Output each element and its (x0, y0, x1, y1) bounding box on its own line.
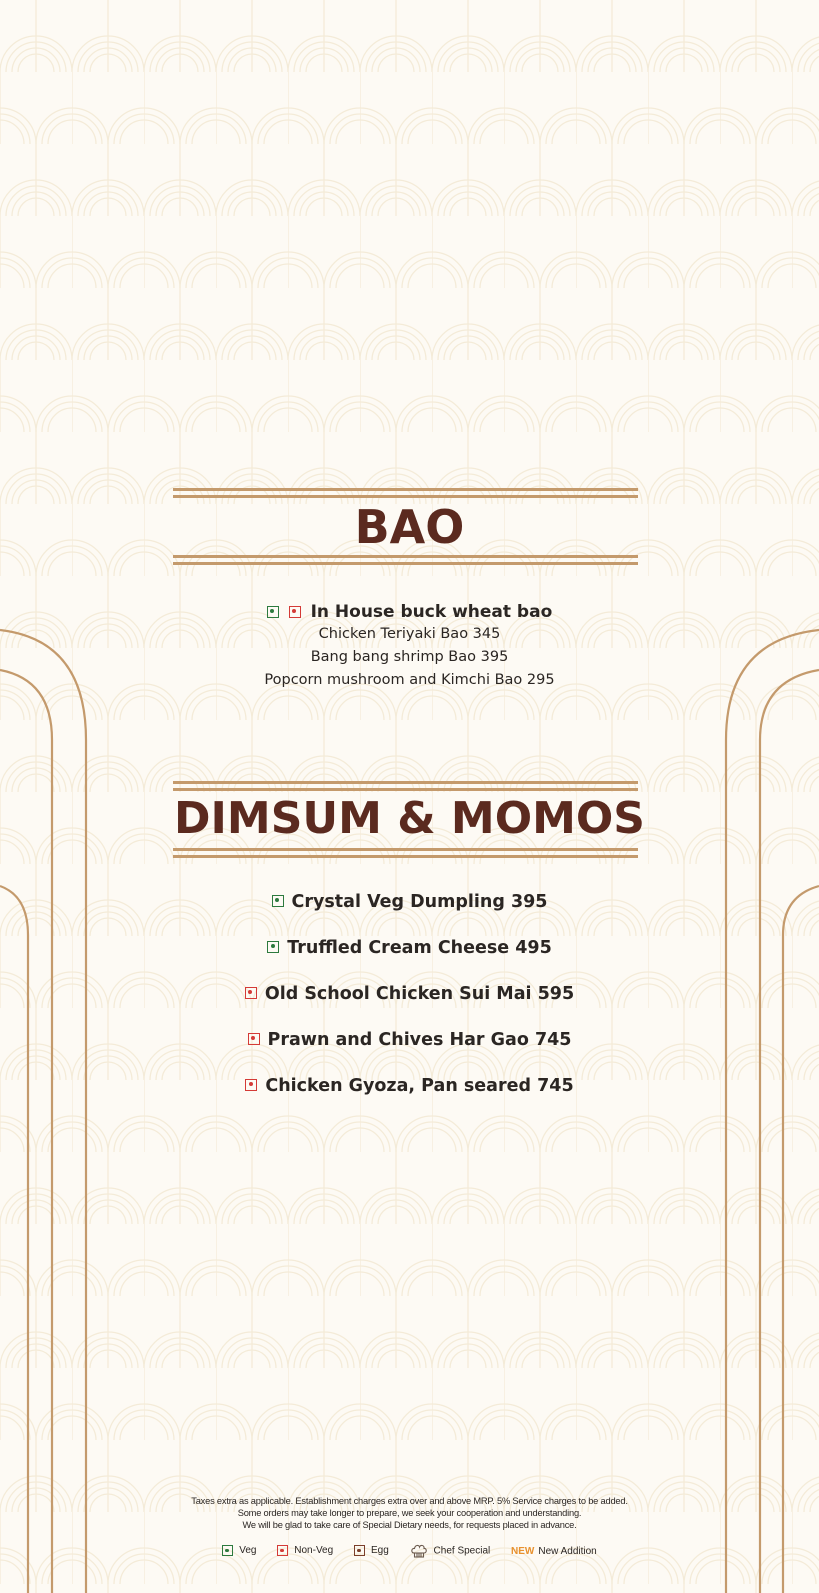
bao-title-rule-top (173, 488, 638, 498)
dimsum-title: DIMSUM & MOMOS (174, 793, 645, 844)
bao-title: BAO (354, 500, 465, 554)
dimsum-title-rule-bottom (173, 848, 638, 858)
footer-note: Some orders may take longer to prepare, we seek your cooperation and understanding. (237, 1508, 582, 1518)
non-veg-symbol-icon (289, 606, 301, 618)
non-veg-symbol-icon (248, 1033, 260, 1045)
veg-symbol-icon (267, 606, 279, 618)
footer-note: Taxes extra as applicable. Establishment charges extra over and above MRP. 5% Service charges to be added. (191, 1496, 628, 1506)
bao-title-rule-bottom (173, 555, 638, 565)
legend-veg (222, 1545, 256, 1556)
menu-item (0, 1076, 819, 1096)
legend (0, 1543, 819, 1559)
legend-label: New Addition (538, 1545, 597, 1557)
chef-hat-icon (410, 1543, 428, 1559)
legend-label: Veg (239, 1545, 257, 1557)
menu-item (0, 984, 819, 1004)
menu-item-label: Crystal Veg Dumpling 395 (291, 892, 548, 912)
veg-symbol-icon (267, 941, 279, 953)
menu-item (0, 938, 819, 958)
egg-symbol-icon (354, 1545, 365, 1556)
legend-egg (354, 1545, 389, 1556)
footer-note: We will be glad to take care of Special Dietary needs, for requests placed in advance. (242, 1520, 577, 1530)
menu-item (0, 892, 819, 912)
menu-item-label: Prawn and Chives Har Gao 745 (267, 1030, 572, 1050)
dimsum-title-rule-top (173, 781, 638, 791)
menu-item-label: Chicken Gyoza, Pan seared 745 (265, 1076, 574, 1096)
new-tag: NEW (511, 1545, 535, 1557)
non-veg-symbol-icon (245, 987, 257, 999)
menu-item (0, 1030, 819, 1050)
legend-new-addition (511, 1546, 597, 1557)
legend-label: Egg (370, 1545, 389, 1557)
menu-item-label: Truffled Cream Cheese 495 (287, 938, 552, 958)
non-veg-symbol-icon (277, 1545, 288, 1556)
veg-symbol-icon (222, 1545, 233, 1556)
legend-label: Chef Special (433, 1545, 491, 1557)
bao-header-label: In House buck wheat bao (310, 602, 553, 622)
legend-label: Non-Veg (294, 1545, 334, 1557)
bao-item: Popcorn mushroom and Kimchi Bao 295 (264, 672, 555, 688)
menu-item-label: Old School Chicken Sui Mai 595 (264, 984, 575, 1004)
bao-header-item (0, 602, 819, 622)
veg-symbol-icon (272, 895, 284, 907)
legend-chef-special (410, 1543, 491, 1559)
legend-non-veg (277, 1545, 333, 1556)
bao-item: Chicken Teriyaki Bao 345 (318, 626, 501, 642)
bao-item: Bang bang shrimp Bao 395 (310, 649, 509, 665)
non-veg-symbol-icon (245, 1079, 257, 1091)
